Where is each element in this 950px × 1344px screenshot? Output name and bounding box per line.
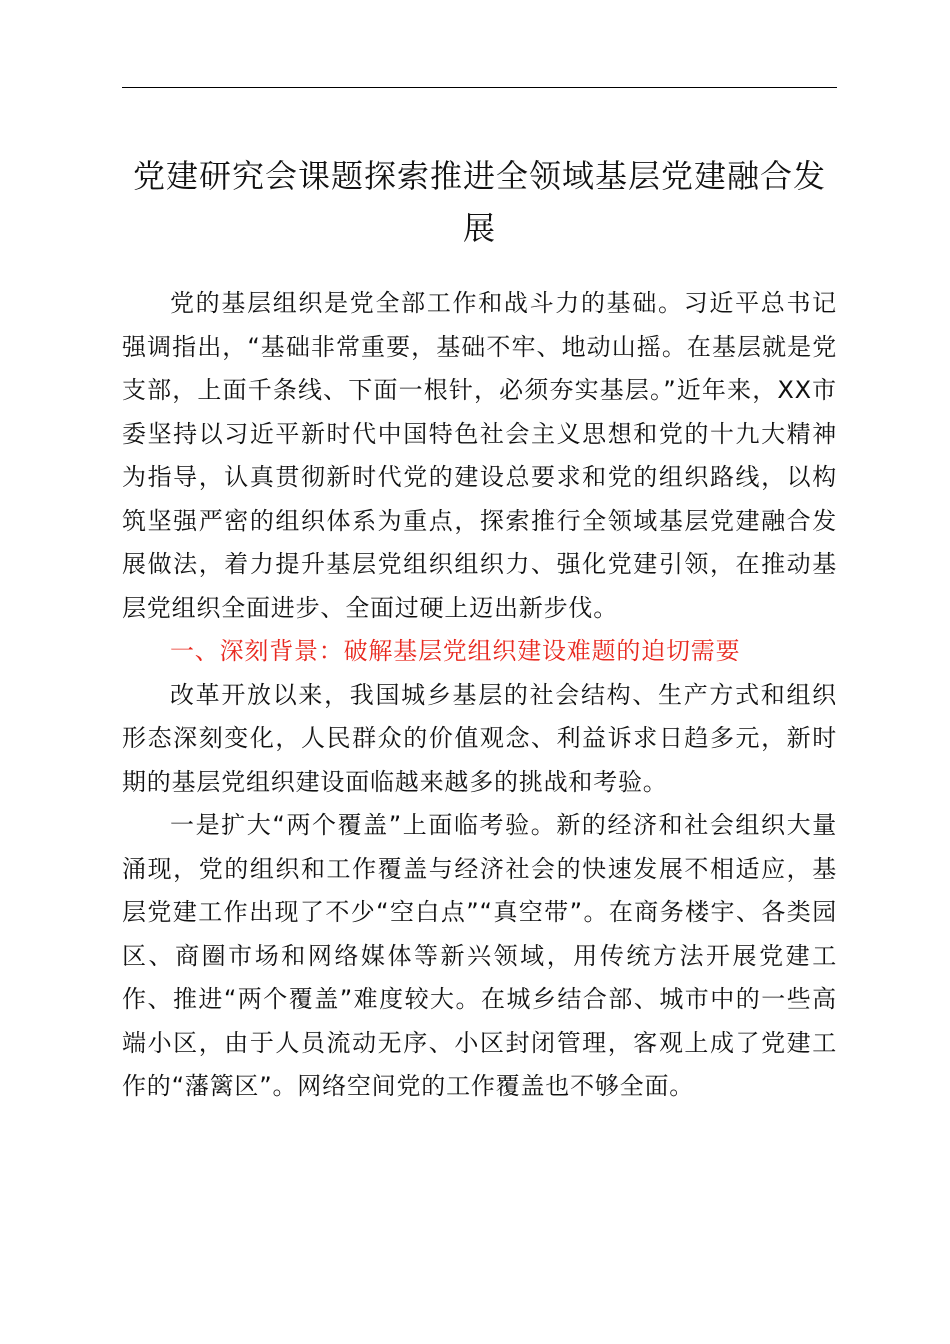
section-heading-1: 一、深刻背景：破解基层党组织建设难题的迫切需要: [170, 637, 741, 665]
paragraph-intro: 党的基层组织是党全部工作和战斗力的基础。习近平总书记强调指出，“基础非常重要，基础不牢、地动山摇。在基层就是党支部，上面千条线、下面一根针，必须夯实基层。”近年来，XX市委坚持以习近平新时代中国特色社会主义思想和党的十九大精神为指导，认真贯彻新时代党的建设总要求和党的组织路线，以构筑坚强严密的组织体系为重点，探索推行全领域基层党建融合发展做法，着力提升基层党组织组织力、强化党建引领，在推动基层党组织全面进步、全面过硬上迈出新步伐。: [122, 289, 837, 622]
paragraph-background: 改革开放以来，我国城乡基层的社会结构、生产方式和组织形态深刻变化，人民群众的价值观念、利益诉求日趋多元，新时期的基层党组织建设面临越来越多的挑战和考验。: [122, 680, 837, 796]
document-title: 党建研究会课题探索推进全领域基层党建融合发展: [132, 157, 826, 247]
paragraph-point-1: 一是扩大“两个覆盖”上面临考验。新的经济和社会组织大量涌现，党的组织和工作覆盖与经济社会的快速发展不相适应，基层党建工作出现了不少“空白点”“真空带”。在商务楼宇、各类园区、商圈市场和网络媒体等新兴领域，用传统方法开展党建工作、推进“两个覆盖”难度较大。在城乡结合部、城市中的一些高端小区，由于人员流动无序、小区封闭管理，客观上成了党建工作的“藩篱区”。网络空间党的工作覆盖也不够全面。: [122, 811, 837, 1100]
header-rule: [122, 87, 837, 88]
document-body: [122, 282, 837, 1109]
